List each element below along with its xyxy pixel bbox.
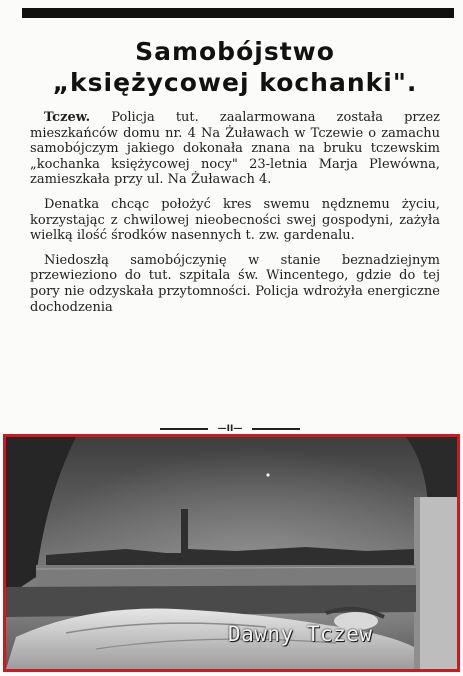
paragraph-3-text: Niedoszłą samobójczynię w stanie beznadziejnym przewieziono do tut. szpitala św. Wincentego, gdzie do tej pory nie odzyskała przytomności. Policja wdrożyła energiczne dochodzenia xyxy=(30,252,440,315)
watermark: Dawny Tczew xyxy=(228,622,373,646)
paragraph-1 xyxy=(30,110,440,188)
headline-line-1: Samobójstwo xyxy=(135,37,335,66)
stone-pillar xyxy=(414,497,457,669)
paragraph-2 xyxy=(30,197,440,244)
star xyxy=(266,473,269,476)
article-body xyxy=(30,110,440,315)
paragraph-3 xyxy=(30,253,440,315)
paragraph-2-text: Denatka chcąc położyć kres swemu nędznemu życiu, korzystając z chwilowej nieobecności swej gospodyni, zażyła wielką ilość środków nasennych t. zw. gardenalu. xyxy=(30,196,440,244)
separator-mark: —II— xyxy=(217,424,243,434)
dateline: Tczew. xyxy=(44,110,91,125)
paragraph-1-text: Policja tut. zaalarmowana została przez mieszkańców domu nr. 4 Na Żuławach w Tczewie o zamachu samobójczym jakiego dokonała znana na bruku tczewskim „kochanka księżycowej nocy" 23-letnia Marja Plewówna, zamieszkała przy ul. Na Żuławach 4. xyxy=(30,110,440,188)
separator-line-right xyxy=(252,428,300,430)
headline xyxy=(30,36,440,98)
top-rule xyxy=(22,8,454,18)
separator-line-left xyxy=(160,428,208,430)
section-separator xyxy=(160,425,300,433)
headline-line-2: „księżycowej kochanki". xyxy=(52,68,418,97)
article xyxy=(30,36,440,324)
